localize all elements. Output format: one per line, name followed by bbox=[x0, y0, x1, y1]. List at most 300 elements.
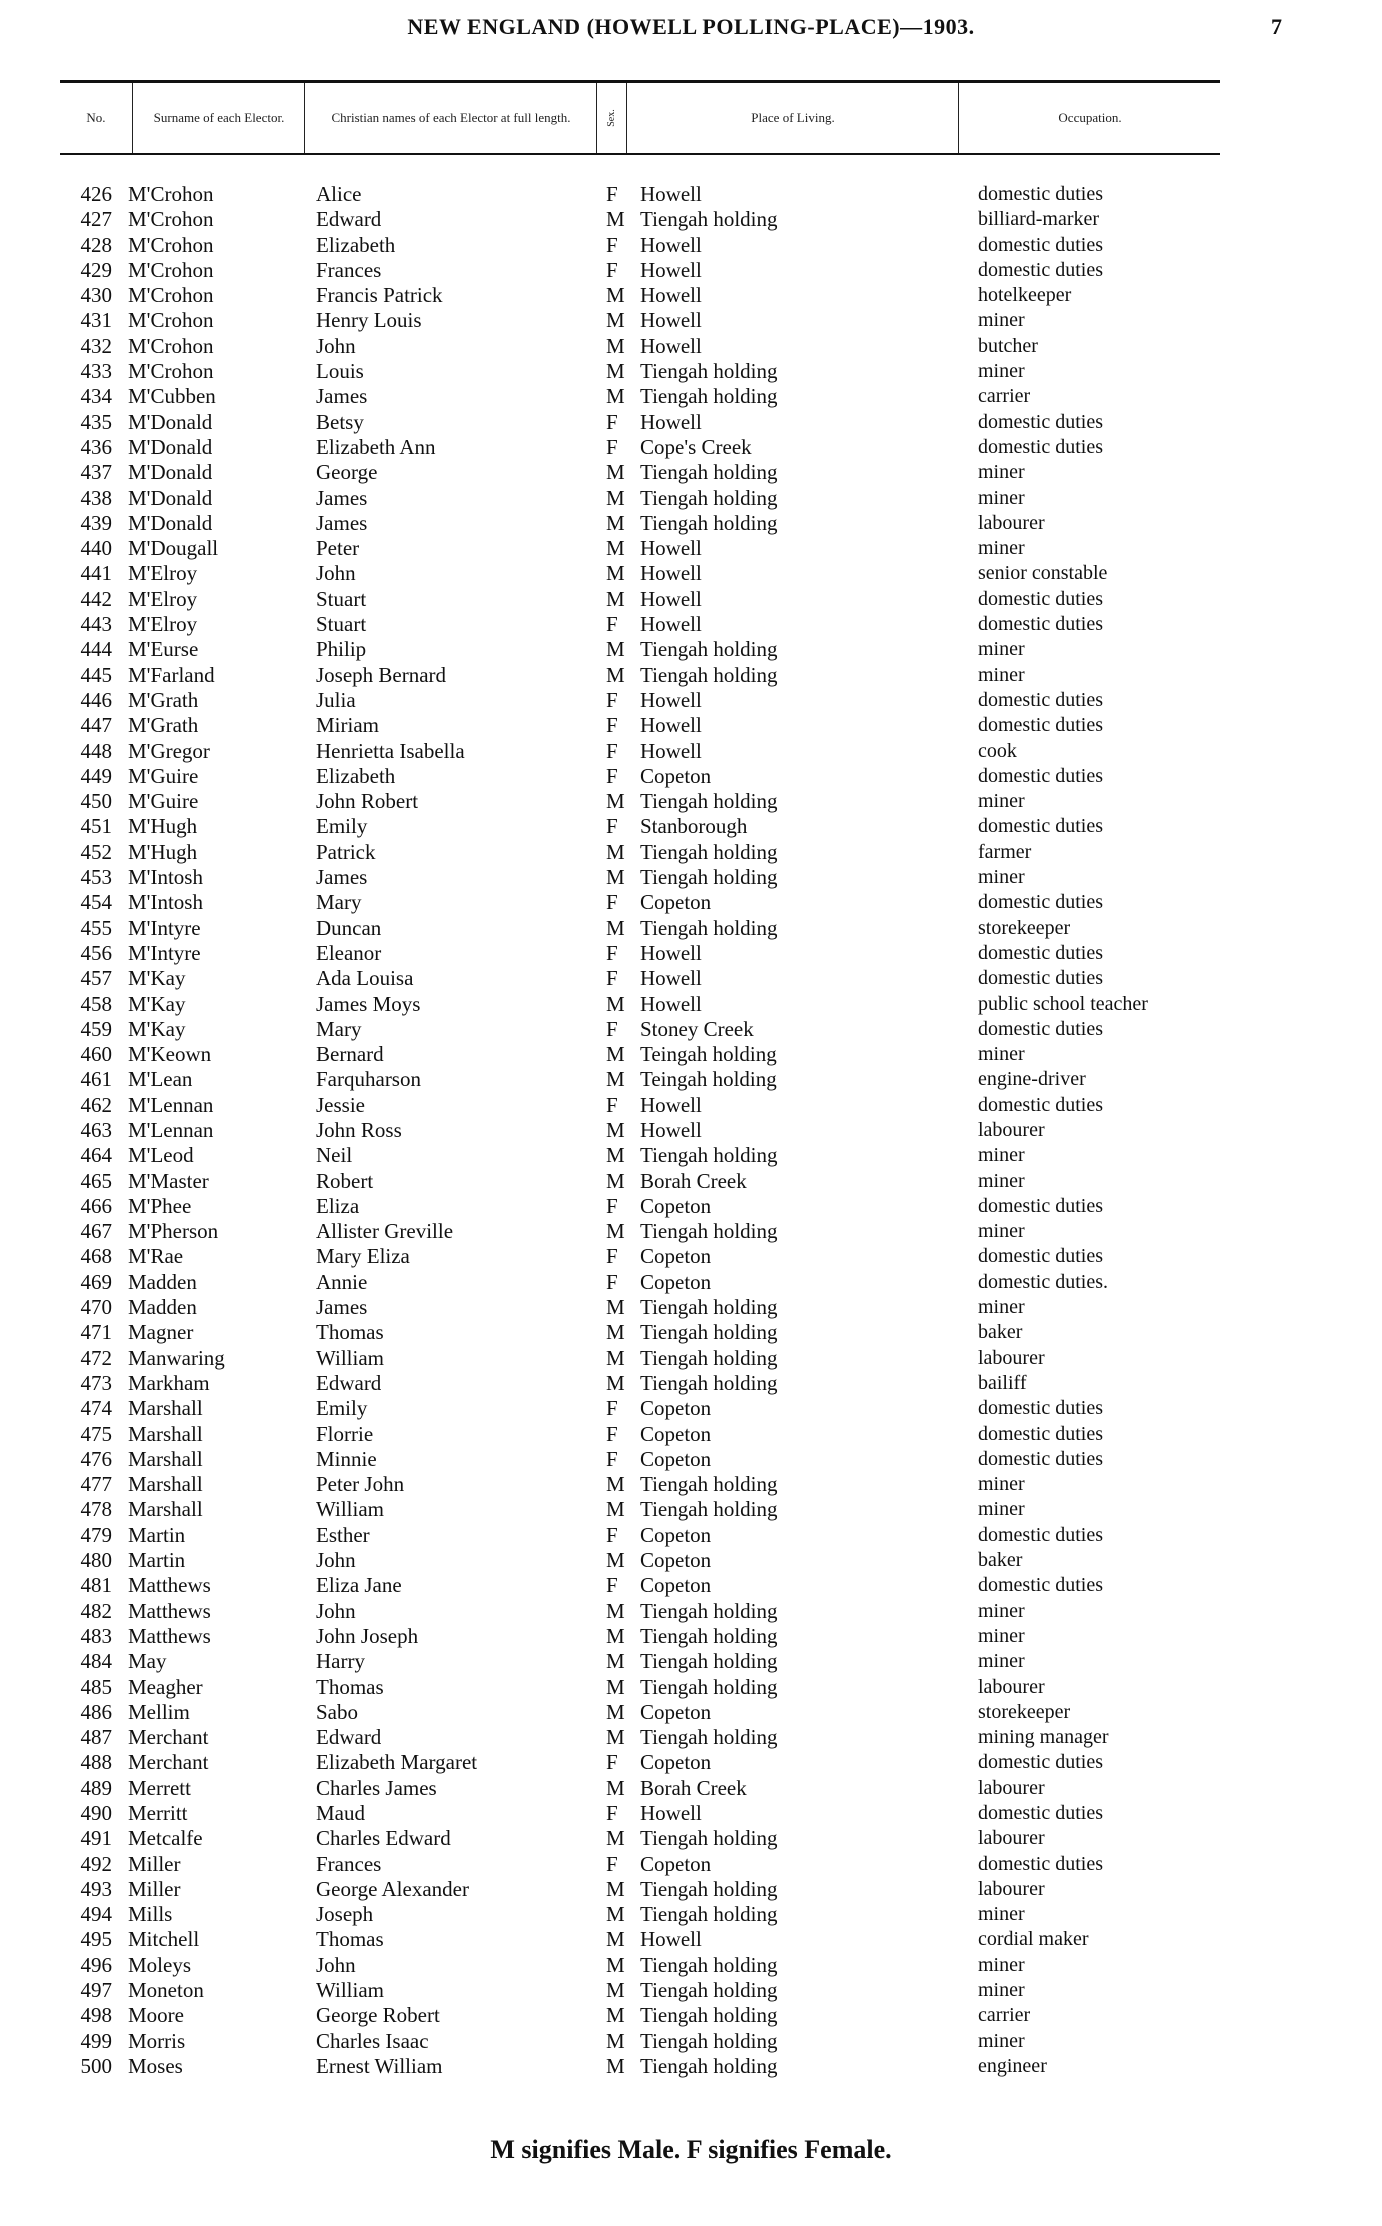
entry-christian-names: Esther bbox=[316, 1522, 370, 1547]
entry-place: Tiengah holding bbox=[640, 1826, 778, 1851]
entry-place: Howell bbox=[640, 1801, 702, 1825]
entry-number: 449 bbox=[80, 763, 112, 788]
table-row bbox=[0, 713, 1382, 738]
entry-occupation: miner bbox=[978, 1650, 1025, 1673]
entry-place: Howell bbox=[640, 182, 702, 206]
entry-surname: Merrett bbox=[128, 1775, 191, 1800]
entry-number: 438 bbox=[80, 485, 112, 510]
column-headers bbox=[60, 80, 1220, 155]
entry-place: Tiengah holding bbox=[640, 1876, 778, 1901]
table-row bbox=[0, 258, 1382, 283]
entry-occupation: domestic duties bbox=[978, 1852, 1103, 1875]
entry-sex: M bbox=[606, 510, 625, 535]
entry-christian-names: Annie bbox=[316, 1269, 368, 1294]
entry-surname: M'Grath bbox=[128, 687, 199, 712]
entry-surname: M'Intyre bbox=[128, 915, 201, 940]
entry-number: 473 bbox=[80, 1370, 112, 1395]
entry-occupation: domestic duties bbox=[978, 967, 1103, 990]
entry-number: 488 bbox=[80, 1750, 112, 1775]
entry-occupation: domestic duties bbox=[978, 891, 1103, 914]
entry-number: 432 bbox=[80, 333, 112, 358]
entry-christian-names: John Robert bbox=[316, 789, 419, 814]
entry-sex: M bbox=[606, 485, 625, 510]
table-row bbox=[0, 486, 1382, 511]
entry-place: Howell bbox=[640, 1927, 702, 1952]
entry-place: Tiengah holding bbox=[640, 662, 778, 687]
entry-place: Copeton bbox=[640, 1244, 712, 1269]
table-row bbox=[0, 1169, 1382, 1194]
entry-occupation: miner bbox=[978, 1903, 1025, 1926]
table-row bbox=[0, 460, 1382, 485]
entry-occupation: domestic duties bbox=[978, 1245, 1103, 1268]
entry-surname: Mills bbox=[128, 1902, 173, 1927]
entry-surname: Moneton bbox=[128, 1978, 204, 2003]
entry-number: 440 bbox=[80, 536, 112, 561]
entry-surname: Merchant bbox=[128, 1725, 209, 1750]
entry-sex: F bbox=[606, 1446, 618, 1471]
entry-surname: M'Donald bbox=[128, 434, 213, 459]
entry-sex: M bbox=[606, 1472, 625, 1497]
entry-occupation: miner bbox=[978, 1043, 1025, 1066]
entry-surname: Merchant bbox=[128, 1750, 209, 1775]
table-row bbox=[0, 359, 1382, 384]
entry-place: Tiengah holding bbox=[640, 1674, 778, 1699]
entry-number: 496 bbox=[80, 1952, 112, 1977]
entry-number: 468 bbox=[80, 1244, 112, 1269]
entry-occupation: domestic duties bbox=[978, 714, 1103, 737]
table-row bbox=[0, 1649, 1382, 1674]
entry-number: 462 bbox=[80, 1092, 112, 1117]
table-row bbox=[0, 1624, 1382, 1649]
table-row bbox=[0, 1725, 1382, 1750]
entry-surname: M'Donald bbox=[128, 510, 213, 535]
entry-occupation: domestic duties bbox=[978, 1574, 1103, 1597]
entry-surname: M'Lennan bbox=[128, 1092, 214, 1117]
entry-occupation: miner bbox=[978, 1473, 1025, 1496]
entry-number: 476 bbox=[80, 1446, 112, 1471]
entry-christian-names: William bbox=[316, 1345, 384, 1370]
entry-surname: Madden bbox=[128, 1269, 197, 1294]
table-row bbox=[0, 663, 1382, 688]
entry-place: Howell bbox=[640, 561, 702, 586]
entry-number: 484 bbox=[80, 1649, 112, 1674]
entry-christian-names: John bbox=[316, 1952, 356, 1977]
entry-place: Borah Creek bbox=[640, 1168, 747, 1193]
entry-sex: F bbox=[606, 1396, 618, 1421]
entry-sex: M bbox=[606, 1548, 625, 1573]
entry-number: 435 bbox=[80, 409, 112, 434]
entry-surname: Marshall bbox=[128, 1421, 203, 1446]
entry-christian-names: Henrietta Isabella bbox=[316, 738, 465, 763]
entry-christian-names: Charles James bbox=[316, 1775, 437, 1800]
entry-sex: M bbox=[606, 1623, 625, 1648]
entry-christian-names: Francis Patrick bbox=[316, 283, 443, 308]
entry-sex: F bbox=[606, 1522, 618, 1547]
entry-place: Tiengah holding bbox=[640, 865, 778, 890]
entry-christian-names: Betsy bbox=[316, 409, 364, 434]
table-row bbox=[0, 992, 1382, 1017]
entry-christian-names: Miriam bbox=[316, 713, 379, 738]
entry-surname: Marshall bbox=[128, 1396, 203, 1421]
entry-surname: Matthews bbox=[128, 1598, 211, 1623]
table-row bbox=[0, 1320, 1382, 1345]
entry-place: Tiengah holding bbox=[640, 789, 778, 814]
entry-christian-names: Elizabeth Ann bbox=[316, 434, 436, 459]
entry-occupation: public school teacher bbox=[978, 992, 1148, 1015]
entry-sex: F bbox=[606, 182, 618, 206]
table-row bbox=[0, 1599, 1382, 1624]
entry-occupation: miner bbox=[978, 2029, 1025, 2052]
entry-christian-names: Mary Eliza bbox=[316, 1244, 410, 1269]
table-row bbox=[0, 814, 1382, 839]
table-row bbox=[0, 789, 1382, 814]
entry-sex: F bbox=[606, 1269, 618, 1294]
entry-occupation: miner bbox=[978, 638, 1025, 661]
entry-occupation: domestic duties bbox=[978, 435, 1103, 458]
table-row bbox=[0, 637, 1382, 662]
entry-place: Copeton bbox=[640, 1750, 712, 1775]
entry-christian-names: Allister Greville bbox=[316, 1219, 454, 1244]
entry-number: 493 bbox=[80, 1876, 112, 1901]
entry-place: Howell bbox=[640, 713, 702, 738]
entry-number: 497 bbox=[80, 1978, 112, 2003]
entry-surname: M'Hugh bbox=[128, 839, 198, 864]
entry-christian-names: George Robert bbox=[316, 2003, 440, 2028]
entry-surname: M'Gregor bbox=[128, 738, 210, 763]
entry-christian-names: Ada Louisa bbox=[316, 966, 414, 991]
entry-number: 492 bbox=[80, 1851, 112, 1876]
entry-number: 461 bbox=[80, 1067, 112, 1092]
entry-surname: M'Guire bbox=[128, 789, 199, 814]
entry-occupation: miner bbox=[978, 1498, 1025, 1521]
entry-occupation: billiard-marker bbox=[978, 208, 1100, 231]
table-row bbox=[0, 1573, 1382, 1598]
entry-surname: Moore bbox=[128, 2003, 184, 2028]
entry-christian-names: Charles Isaac bbox=[316, 2028, 429, 2053]
entry-occupation: miner bbox=[978, 790, 1025, 813]
entry-surname: M'Intyre bbox=[128, 940, 201, 965]
entry-christian-names: Edward bbox=[316, 1725, 382, 1750]
entry-number: 470 bbox=[80, 1295, 112, 1320]
entry-sex: F bbox=[606, 1244, 618, 1269]
table-row bbox=[0, 1523, 1382, 1548]
table-row bbox=[0, 2054, 1382, 2079]
table-row bbox=[0, 1244, 1382, 1269]
table-row bbox=[0, 511, 1382, 536]
entry-place: Cope's Creek bbox=[640, 434, 752, 459]
table-row bbox=[0, 1700, 1382, 1725]
entry-surname: M'Leod bbox=[128, 1143, 194, 1168]
entry-number: 459 bbox=[80, 1016, 112, 1041]
entry-sex: M bbox=[606, 460, 625, 485]
table-row bbox=[0, 1447, 1382, 1472]
entry-occupation: miner bbox=[978, 461, 1025, 484]
entry-place: Stanborough bbox=[640, 814, 748, 839]
entry-sex: M bbox=[606, 1826, 625, 1851]
entry-number: 465 bbox=[80, 1168, 112, 1193]
entry-surname: Metcalfe bbox=[128, 1826, 203, 1851]
entry-sex: F bbox=[606, 434, 618, 459]
entry-place: Copeton bbox=[640, 890, 712, 915]
entry-place: Tiengah holding bbox=[640, 915, 778, 940]
entry-christian-names: Robert bbox=[316, 1168, 374, 1193]
entry-place: Howell bbox=[640, 966, 702, 991]
table-row bbox=[0, 561, 1382, 586]
entry-christian-names: Florrie bbox=[316, 1421, 374, 1446]
entry-surname: M'Intosh bbox=[128, 890, 203, 915]
entry-number: 452 bbox=[80, 839, 112, 864]
table-row bbox=[0, 384, 1382, 409]
entry-number: 444 bbox=[80, 637, 112, 662]
table-row bbox=[0, 739, 1382, 764]
entry-sex: M bbox=[606, 384, 625, 409]
entry-number: 485 bbox=[80, 1674, 112, 1699]
entry-occupation: domestic duties bbox=[978, 1194, 1103, 1217]
entry-occupation: mining manager bbox=[978, 1726, 1109, 1749]
entry-place: Copeton bbox=[640, 1396, 712, 1421]
entry-place: Tiengah holding bbox=[640, 2053, 778, 2078]
entry-number: 494 bbox=[80, 1902, 112, 1927]
entry-christian-names: Emily bbox=[316, 1396, 368, 1421]
entry-number: 490 bbox=[80, 1801, 112, 1825]
entry-christian-names: Elizabeth Margaret bbox=[316, 1750, 478, 1775]
entry-occupation: miner bbox=[978, 1979, 1025, 2002]
entry-christian-names: Mary bbox=[316, 890, 362, 915]
entry-christian-names: Charles Edward bbox=[316, 1826, 451, 1851]
entry-place: Copeton bbox=[640, 1193, 712, 1218]
entry-number: 466 bbox=[80, 1193, 112, 1218]
entry-sex: F bbox=[606, 940, 618, 965]
entry-occupation: domestic duties bbox=[978, 1751, 1103, 1774]
entry-place: Tiengah holding bbox=[640, 1320, 778, 1345]
entry-sex: M bbox=[606, 1952, 625, 1977]
entry-surname: M'Keown bbox=[128, 1042, 212, 1067]
entry-number: 477 bbox=[80, 1472, 112, 1497]
entry-surname: M'Hugh bbox=[128, 814, 198, 839]
entry-christian-names: Peter John bbox=[316, 1472, 405, 1497]
column-header-sex bbox=[598, 83, 627, 153]
entry-surname: M'Crohon bbox=[128, 308, 214, 333]
entry-occupation: domestic duties bbox=[978, 1397, 1103, 1420]
table-row bbox=[0, 941, 1382, 966]
entry-place: Tiengah holding bbox=[640, 1472, 778, 1497]
entry-surname: M'Dougall bbox=[128, 536, 219, 561]
entry-occupation: butcher bbox=[978, 334, 1038, 357]
entry-occupation: domestic duties bbox=[978, 1802, 1103, 1824]
table-row bbox=[0, 1852, 1382, 1877]
entry-surname: M'Crohon bbox=[128, 207, 214, 232]
entry-surname: Moses bbox=[128, 2053, 183, 2078]
table-row bbox=[0, 1953, 1382, 1978]
entry-place: Howell bbox=[640, 687, 702, 712]
table-row bbox=[0, 1396, 1382, 1421]
entry-surname: M'Intosh bbox=[128, 865, 203, 890]
entry-christian-names: Sabo bbox=[316, 1699, 358, 1724]
entry-christian-names: Minnie bbox=[316, 1446, 377, 1471]
entry-occupation: domestic duties bbox=[978, 1093, 1103, 1116]
entry-christian-names: Louis bbox=[316, 359, 364, 384]
entry-occupation: labourer bbox=[978, 511, 1045, 534]
entry-surname: Mitchell bbox=[128, 1927, 200, 1952]
entry-sex: M bbox=[606, 586, 625, 611]
entry-surname: M'Rae bbox=[128, 1244, 184, 1269]
entry-surname: M'Elroy bbox=[128, 586, 198, 611]
entry-christian-names: Thomas bbox=[316, 1674, 384, 1699]
entry-occupation: labourer bbox=[978, 1675, 1045, 1698]
column-header-christian-names: Christian names of each Elector at full length. bbox=[306, 83, 597, 153]
entry-number: 451 bbox=[80, 814, 112, 839]
entry-place: Copeton bbox=[640, 1573, 712, 1598]
entry-surname: Matthews bbox=[128, 1623, 211, 1648]
entry-place: Copeton bbox=[640, 1421, 712, 1446]
entry-surname: Martin bbox=[128, 1548, 186, 1573]
entry-number: 475 bbox=[80, 1421, 112, 1446]
entry-number: 446 bbox=[80, 687, 112, 712]
entry-occupation: domestic duties bbox=[978, 1017, 1103, 1040]
entry-christian-names: Jessie bbox=[316, 1092, 365, 1117]
entry-occupation: miner bbox=[978, 537, 1025, 560]
entry-sex: F bbox=[606, 814, 618, 839]
entry-number: 487 bbox=[80, 1725, 112, 1750]
entry-sex: M bbox=[606, 308, 625, 333]
entry-sex: F bbox=[606, 1092, 618, 1117]
entry-surname: M'Kay bbox=[128, 1016, 186, 1041]
table-row bbox=[0, 283, 1382, 308]
entry-occupation: labourer bbox=[978, 1776, 1045, 1799]
entry-place: Howell bbox=[640, 333, 702, 358]
entry-number: 474 bbox=[80, 1396, 112, 1421]
entry-sex: F bbox=[606, 890, 618, 915]
table-row bbox=[0, 1143, 1382, 1168]
entry-sex: M bbox=[606, 1699, 625, 1724]
entry-sex: M bbox=[606, 1775, 625, 1800]
entry-place: Copeton bbox=[640, 1851, 712, 1876]
entry-occupation: baker bbox=[978, 1321, 1023, 1344]
entry-surname: May bbox=[128, 1649, 167, 1674]
entry-surname: M'Kay bbox=[128, 991, 186, 1016]
entry-place: Howell bbox=[640, 586, 702, 611]
entry-occupation: miner bbox=[978, 1599, 1025, 1622]
entry-christian-names: George bbox=[316, 460, 378, 485]
entry-sex: M bbox=[606, 637, 625, 662]
entry-place: Howell bbox=[640, 536, 702, 561]
entry-occupation: miner bbox=[978, 360, 1025, 383]
entry-place: Howell bbox=[640, 257, 702, 282]
entry-place: Howell bbox=[640, 612, 702, 637]
entry-occupation: labourer bbox=[978, 1346, 1045, 1369]
entry-surname: Marshall bbox=[128, 1472, 203, 1497]
table-row bbox=[0, 233, 1382, 258]
entry-place: Howell bbox=[640, 1117, 702, 1142]
entry-surname: M'Master bbox=[128, 1168, 209, 1193]
entry-occupation: domestic duties bbox=[978, 233, 1103, 256]
entry-place: Tiengah holding bbox=[640, 1143, 778, 1168]
entry-christian-names: Neil bbox=[316, 1143, 353, 1168]
entry-place: Borah Creek bbox=[640, 1775, 747, 1800]
entry-occupation: domestic duties bbox=[978, 587, 1103, 610]
entry-place: Stoney Creek bbox=[640, 1016, 754, 1041]
entry-christian-names: John Ross bbox=[316, 1117, 402, 1142]
entry-place: Tiengah holding bbox=[640, 1978, 778, 2003]
entry-surname: Miller bbox=[128, 1851, 181, 1876]
entry-occupation: domestic duties bbox=[978, 941, 1103, 964]
entry-sex: F bbox=[606, 1016, 618, 1041]
entry-christian-names: Harry bbox=[316, 1649, 365, 1674]
entry-place: Tiengah holding bbox=[640, 1902, 778, 1927]
table-row bbox=[0, 587, 1382, 612]
entry-sex: M bbox=[606, 1042, 625, 1067]
entry-number: 453 bbox=[80, 865, 112, 890]
entry-occupation: carrier bbox=[978, 2004, 1031, 2027]
entry-surname: Merritt bbox=[128, 1801, 188, 1825]
table-row bbox=[0, 308, 1382, 333]
entry-place: Tiengah holding bbox=[640, 460, 778, 485]
entry-number: 436 bbox=[80, 434, 112, 459]
entry-surname: Marshall bbox=[128, 1497, 203, 1522]
entry-surname: Matthews bbox=[128, 1573, 211, 1598]
entry-surname: Moleys bbox=[128, 1952, 191, 1977]
entry-surname: Manwaring bbox=[128, 1345, 225, 1370]
entry-number: 460 bbox=[80, 1042, 112, 1067]
entry-number: 450 bbox=[80, 789, 112, 814]
entry-surname: M'Lean bbox=[128, 1067, 193, 1092]
entry-place: Howell bbox=[640, 1092, 702, 1117]
entry-number: 428 bbox=[80, 232, 112, 257]
entry-number: 447 bbox=[80, 713, 112, 738]
entry-sex: F bbox=[606, 763, 618, 788]
entry-christian-names: Alice bbox=[316, 182, 362, 206]
entry-occupation: labourer bbox=[978, 1827, 1045, 1850]
entry-christian-names: Julia bbox=[316, 687, 356, 712]
entry-sex: M bbox=[606, 915, 625, 940]
table-row bbox=[0, 1902, 1382, 1927]
entry-christian-names: Elizabeth bbox=[316, 232, 396, 257]
entry-sex: M bbox=[606, 333, 625, 358]
entry-place: Tiengah holding bbox=[640, 637, 778, 662]
table-row bbox=[0, 410, 1382, 435]
entry-occupation: engine-driver bbox=[978, 1068, 1086, 1091]
entry-christian-names: John bbox=[316, 1548, 356, 1573]
entry-surname: M'Cubben bbox=[128, 384, 216, 409]
entry-place: Tiengah holding bbox=[640, 207, 778, 232]
entry-occupation: miner bbox=[978, 309, 1025, 332]
entry-occupation: miner bbox=[978, 1624, 1025, 1647]
entry-sex: M bbox=[606, 1725, 625, 1750]
table-row bbox=[0, 334, 1382, 359]
table-row bbox=[0, 1295, 1382, 1320]
entry-sex: M bbox=[606, 1168, 625, 1193]
entry-place: Copeton bbox=[640, 763, 712, 788]
page-title: NEW ENGLAND (HOWELL POLLING-PLACE)—1903. bbox=[407, 14, 975, 39]
entry-sex: M bbox=[606, 561, 625, 586]
entry-christian-names: John Joseph bbox=[316, 1623, 419, 1648]
entry-sex: F bbox=[606, 409, 618, 434]
entry-sex: M bbox=[606, 359, 625, 384]
entry-number: 463 bbox=[80, 1117, 112, 1142]
table-row bbox=[0, 865, 1382, 890]
entry-surname: M'Crohon bbox=[128, 182, 214, 206]
entry-christian-names: Eleanor bbox=[316, 940, 382, 965]
table-row bbox=[0, 916, 1382, 941]
entry-sex: M bbox=[606, 2028, 625, 2053]
entry-surname: Mellim bbox=[128, 1699, 190, 1724]
entry-place: Tiengah holding bbox=[640, 1725, 778, 1750]
table-row bbox=[0, 1346, 1382, 1371]
entry-number: 441 bbox=[80, 561, 112, 586]
entry-christian-names: Joseph Bernard bbox=[316, 662, 447, 687]
entry-sex: M bbox=[606, 839, 625, 864]
entry-christian-names: James bbox=[316, 485, 368, 510]
